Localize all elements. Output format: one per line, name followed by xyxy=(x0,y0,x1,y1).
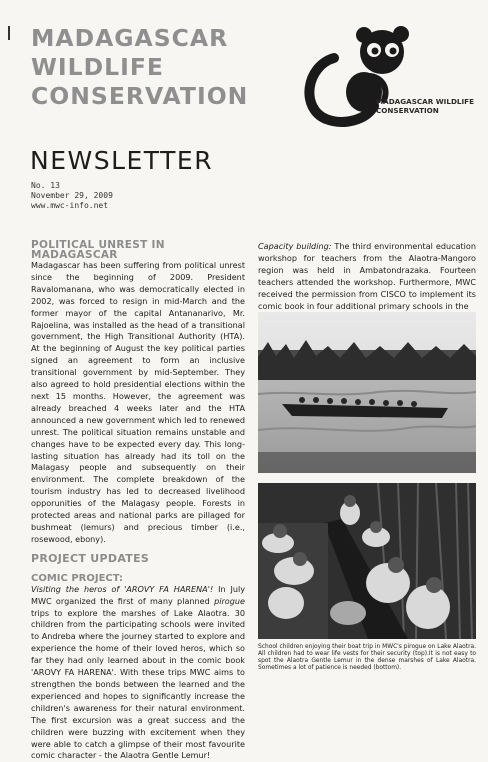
issue-number: No. 13 xyxy=(31,181,60,190)
org-title-line-2: WILDLIFE xyxy=(31,53,164,81)
political-heading-line-2: MADAGASCAR xyxy=(31,249,118,261)
comic-italic-word: pirogue xyxy=(214,595,245,606)
photo-caption: School children enjoying their boat trip in MWC's pirogue on Lake Alaotra. All children had to wear life vests for their security (top).It is not easy to spot the Alaotra Gentle Lemur in the dense marshes of Lake Alaotra. Sometimes a lot of patience is needed (bottom). xyxy=(258,644,476,671)
capacity-lead: Capacity building: xyxy=(258,241,332,251)
political-heading xyxy=(31,240,245,260)
capacity-building-body xyxy=(258,241,476,312)
org-title-line-1: MADAGASCAR xyxy=(31,24,229,52)
pirogue-lake-photo xyxy=(258,312,476,473)
comic-body-b: trips to explore the marshes of Lake Alaotra. 30 children from the participating schools were invited to Andreba where the journey started to explore and experience the home of their loved heros, which so far they had only learned about in the comic book 'AROVY FA HARENA'. With these trips MWC aims to strengthen the bonds between the learned and the experienced and hopes to significantly increase the children's awareness for their natural environment. The first excursion was a great success and the children were buzzing with excitement when they were able to catch a glimpse of their most favourite comic character - the Alaotra Gentle Lemur! xyxy=(31,607,245,761)
right-column xyxy=(258,241,476,312)
comic-project-body xyxy=(31,584,245,762)
political-body: Madagascar has been suffering from political unrest since the beginning of 2009. President Ravalomanana, who was democratically elected in 2002, was forced to resign in mid-March and the former mayor of the capital Antananarivo, Mr. Rajoelina, was installed as the head of a transitional government, the High Transitional Authority (HTA). At the beginning of August the key political parties signed an agreement to form an inclusive transitional government by mid-September. They also agreed to hold presidential elections within the next 15 months. However, the agreement was already breached 4 weeks later and the HTA announced a new government which led to renewed unrest. The political situation remains unstable and changes have to be expected every day. This long-lasting situation has already had its toll on the Malagasy people and subsequently on their environment. The complete breakdown of the tourism industry has led to decreased livelihood opporunities of the Malagasy people. Forests in protected areas and national parks are pillaged for bushmeat (lemurs) and precious timber (i.e., rosewood, ebony). xyxy=(31,260,245,544)
comic-lead: Visiting the heros of 'AROVY FA HARENA'! xyxy=(31,583,214,594)
left-column xyxy=(31,240,245,762)
project-updates-heading: PROJECT UPDATES xyxy=(31,551,150,565)
logo-text xyxy=(376,97,476,115)
mwc-logo xyxy=(304,20,474,130)
org-title-line-3: CONSERVATION xyxy=(31,82,249,110)
organization-title xyxy=(31,24,281,111)
children-pirogue-photo xyxy=(258,483,476,639)
issue-meta xyxy=(31,181,113,211)
newsletter-title: NEWSLETTER xyxy=(30,146,214,175)
binder-mark xyxy=(8,26,10,40)
comic-body-a: In July MWC organized the first of many planned xyxy=(31,583,246,606)
political-heading-line-1: POLITICAL UNREST IN xyxy=(31,239,165,251)
comic-project-heading: COMIC PROJECT: xyxy=(31,572,124,584)
logo-text-line-2: CONSERVATION xyxy=(376,106,439,115)
logo-text-line-1: MADAGASCAR WILDLIFE xyxy=(376,97,474,106)
issue-date: November 29, 2009 xyxy=(31,191,113,200)
capacity-text: The third environmental education workshop for teachers from the Alaotra-Mangoro region was held in Ambatondrazaka. Fourteen teachers attended the workshop. Furthermore, MWC received the permission from CISCO to implement its comic book in four additional primary schools in the xyxy=(258,241,476,311)
website-link[interactable]: www.mwc-info.net xyxy=(31,201,109,210)
